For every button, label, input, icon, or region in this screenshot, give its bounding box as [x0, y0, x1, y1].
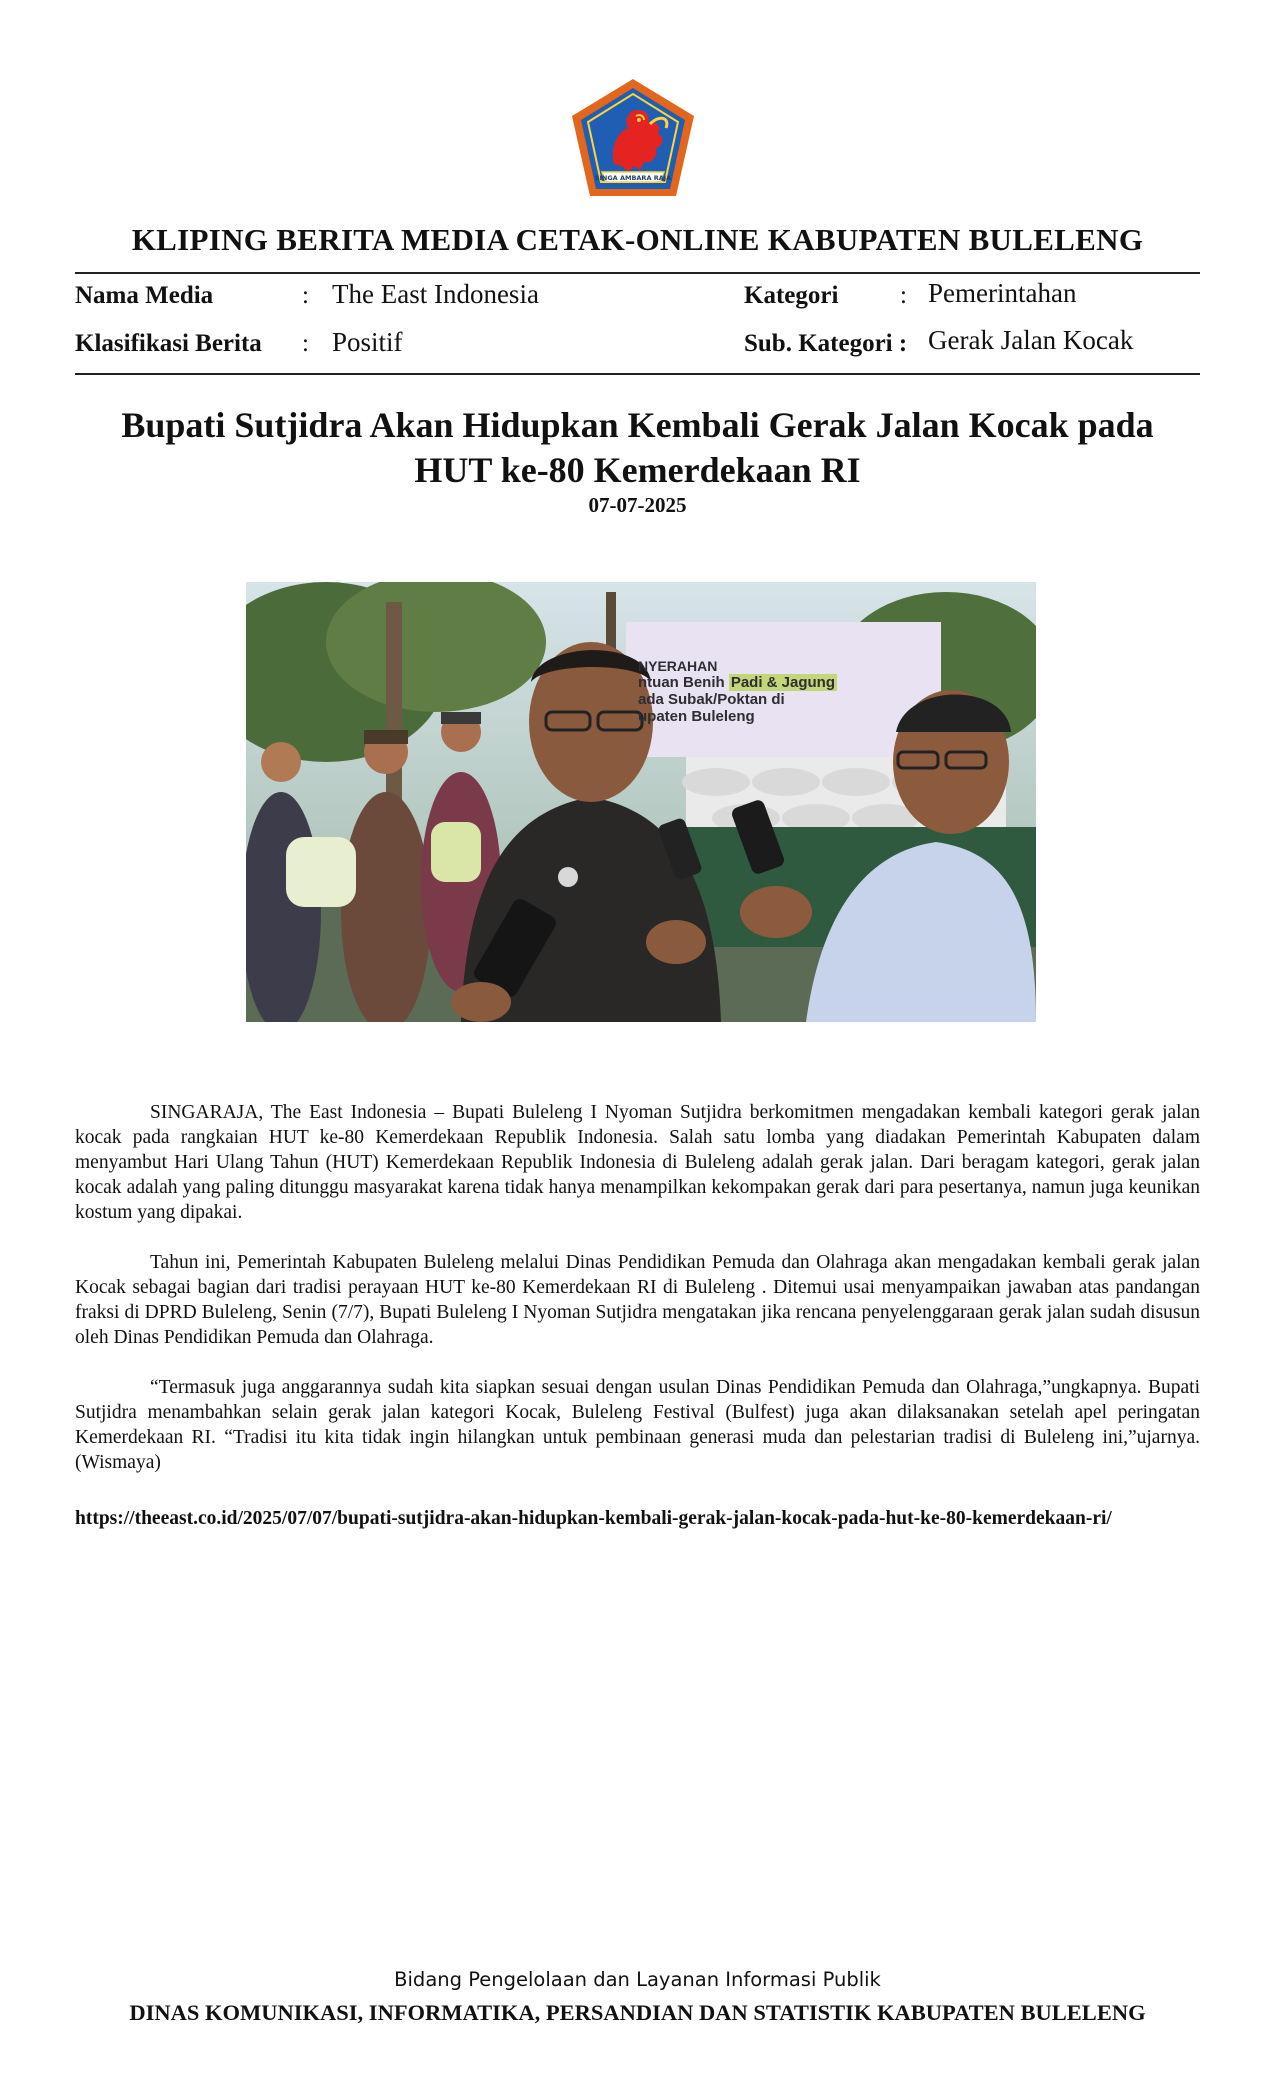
photo-banner-highlight: Padi & Jagung	[730, 674, 836, 691]
photo-banner-line2	[638, 674, 938, 691]
kategori-separator: :	[900, 282, 907, 309]
article-paragraph: “Termasuk juga anggarannya sudah kita siapkan sesuai dengan usulan Dinas Pendidikan Pemuda dan Olahraga,”ungkapnya. Bupati Sutjidra menambahkan selain gerak jalan kategori Kocak, Buleleng Festival (Bulfest) juga akan dilaksanakan setelah apel peringatan Kemerdekaan RI. “Tradisi itu kita tidak ingin hilangkan untuk pembinaan generasi muda dan pelestarian tradisi di Buleleng ini,”ujarnya.(Wismaya)	[75, 1377, 1200, 1473]
article-date: 07-07-2025	[588, 493, 687, 517]
article-title-line1: Bupati Sutjidra Akan Hidupkan Kembali Gerak Jalan Kocak pada	[121, 405, 1154, 445]
photo-banner-line4: upaten Buleleng	[638, 708, 755, 725]
buleleng-regency-logo	[566, 76, 700, 200]
footer-agency: DINAS KOMUNIKASI, INFORMATIKA, PERSANDIAN DAN STATISTIK KABUPATEN BULELENG	[129, 2000, 1146, 2025]
news-photo-illustration	[246, 582, 1036, 1022]
subkategori-value: Gerak Jalan Kocak	[928, 325, 1134, 355]
source-url-link[interactable]: https://theeast.co.id/2025/07/07/bupati-sutjidra-akan-hidupkan-kembali-gerak-jalan-kocak-pada-hut-ke-80-kemerdekaan-ri/	[75, 1508, 1112, 1529]
clipping-header-title: KLIPING BERITA MEDIA CETAK-ONLINE KABUPATEN BULELENG	[131, 222, 1144, 257]
photo-banner	[638, 658, 938, 725]
klasifikasi-value: Positif	[332, 327, 403, 357]
footer-department: Bidang Pengelolaan dan Layanan Informasi Publik	[394, 1968, 881, 1991]
article-title-line2: HUT ke-80 Kemerdekaan RI	[414, 450, 861, 490]
media-value: The East Indonesia	[332, 279, 539, 309]
kategori-label: Kategori	[744, 282, 839, 309]
kategori-value: Pemerintahan	[928, 278, 1077, 308]
article-body	[75, 1100, 1200, 1500]
photo-banner-line2-prefix: ntuan Benih	[638, 674, 729, 691]
article-paragraph: Tahun ini, Pemerintah Kabupaten Buleleng melalui Dinas Pendidikan Pemuda dan Olahraga akan mengadakan kembali gerak jalan Kocak sebagai bagian dari tradisi perayaan HUT ke-80 Kemerdekaan RI di Buleleng . Ditemui usai menyampaikan jawaban atas pandangan fraksi di DPRD Buleleng, Senin (7/7), Bupati Buleleng I Nyoman Sutjidra mengatakan jika rencana penyelenggaraan gerak jalan sudah disusun oleh Dinas Pendidikan Pemuda dan Olahraga.	[75, 1252, 1200, 1348]
klasifikasi-label: Klasifikasi Berita	[75, 330, 262, 357]
header-bottom-rule	[75, 373, 1200, 375]
klasifikasi-separator: :	[302, 330, 309, 357]
photo-banner-line1: NYERAHAN	[638, 658, 718, 674]
article-paragraph: SINGARAJA, The East Indonesia – Bupati Buleleng I Nyoman Sutjidra berkomitmen mengadakan kembali kategori gerak jalan kocak pada rangkaian HUT ke-80 Kemerdekaan Republik Indonesia. Salah satu lomba yang diadakan Pemerintah Kabupaten dalam menyambut Hari Ulang Tahun (HUT) Kemerdekaan Republik Indonesia di Buleleng adalah gerak jalan. Dari beragam kategori, gerak jalan kocak adalah yang paling ditunggu masyarakat karena tidak hanya menampilkan kekompakan gerak dari para pesertanya, namun juga keunikan kostum yang dipakai.	[75, 1102, 1200, 1223]
media-label: Nama Media	[75, 282, 214, 309]
article-photo	[246, 582, 1036, 1022]
media-separator: :	[302, 282, 309, 309]
article-title	[100, 403, 1175, 493]
subkategori-label: Sub. Kategori :	[744, 330, 908, 357]
logo-motto: SINGA AMBARA RAJA	[594, 174, 672, 182]
photo-banner-line3: ada Subak/Poktan di	[638, 691, 785, 708]
header-top-rule	[75, 272, 1200, 274]
